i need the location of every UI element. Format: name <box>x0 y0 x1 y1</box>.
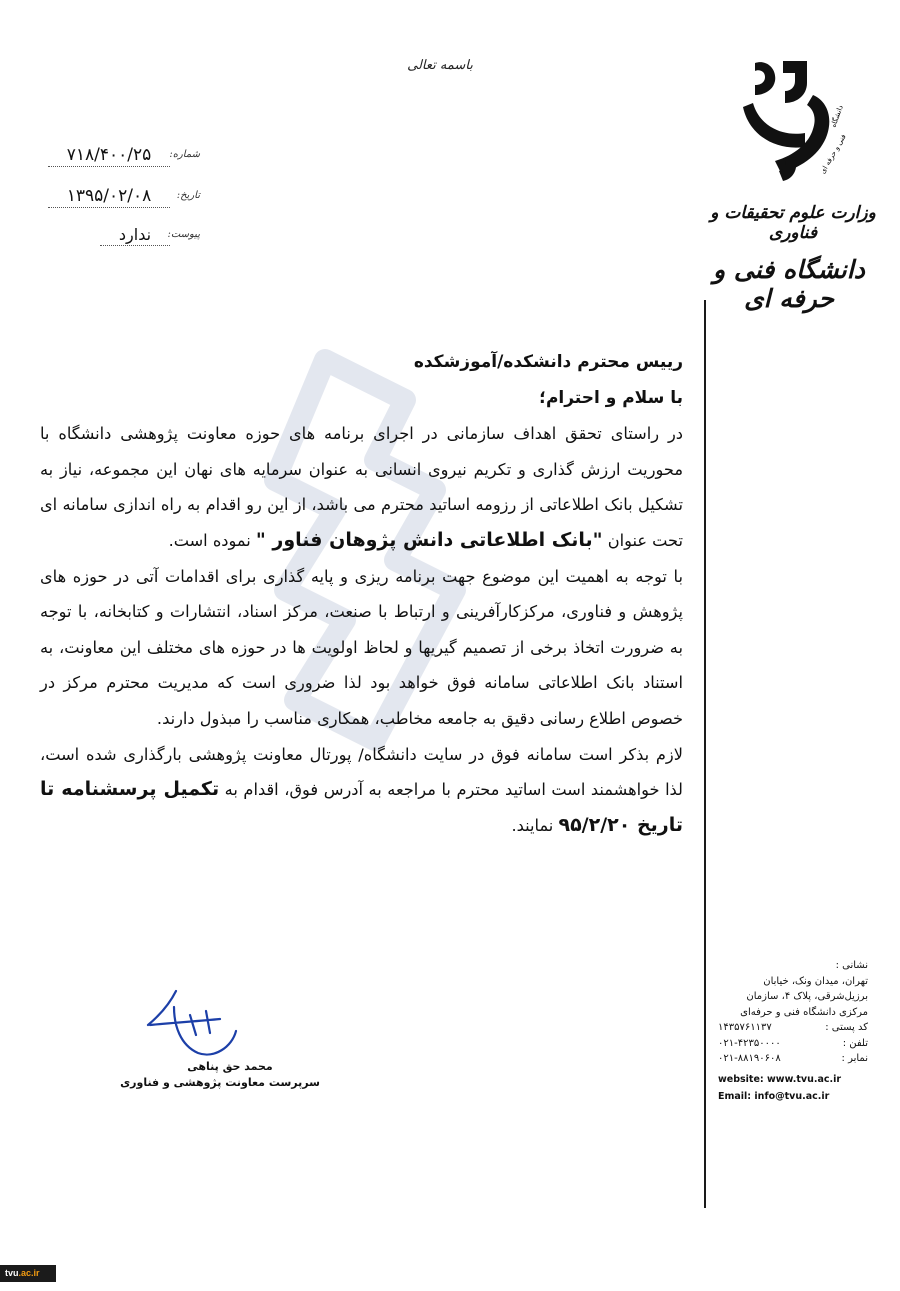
logo-caption-2: فنی و حرفه ای <box>818 132 848 176</box>
letter-date-field <box>40 186 200 208</box>
postal-code-row <box>718 1020 868 1036</box>
letter-number-value: ۷۱۸/۴۰۰/۲۵ <box>48 145 170 167</box>
letter-number-field <box>40 145 200 167</box>
address-label: نشانی : <box>835 960 868 971</box>
system-name: "بانک اطلاعاتی دانش پژوهان فناور " <box>255 528 603 551</box>
address-line-3: مرکزی دانشگاه فنی و حرفه‌ای <box>740 1006 868 1018</box>
fax-label: نمابر : <box>841 1053 868 1064</box>
attachment-label: پیوست: <box>167 229 200 240</box>
tvu-site-badge[interactable] <box>0 1265 56 1282</box>
letter-number-label: شماره: <box>169 149 200 160</box>
paragraph-3 <box>40 737 683 844</box>
letter-date-label: تاریخ: <box>176 190 200 201</box>
ministry-name: وزارت علوم تحقیقات و فناوری <box>710 203 876 243</box>
vertical-divider <box>704 300 706 1208</box>
signatory-title: سرپرست معاونت پژوهشی و فناوری <box>120 1076 320 1089</box>
address-line-2: برزیل‌شرقی، پلاک ۴، سازمان <box>746 991 868 1002</box>
fax-row <box>718 1051 868 1067</box>
attachment-value: ندارد <box>100 225 170 246</box>
deadline-text: تکمیل پرسشنامه تا تاریخ ۹۵/۲/۲۰ <box>40 778 683 836</box>
paragraph-1-text-b: نموده است. <box>168 530 256 550</box>
logo-caption-1: دانشگاه <box>829 104 845 129</box>
university-name: دانشگاه فنی و حرفه ای <box>713 255 865 313</box>
letter-date-value: ۱۳۹۵/۰۲/۰۸ <box>48 186 170 208</box>
university-logo-icon <box>735 55 855 185</box>
email-link[interactable]: Email: info@tvu.ac.ir <box>718 1090 830 1102</box>
paragraph-1 <box>40 416 683 558</box>
paragraph-1-text-a: در راستای تحقق اهداف سازمانی در اجرای برنامه های حوزه معاونت پژوهشی دانشگاه با محوریت ارزش گذاری و تکریم نیروی انسانی به عنوان سرمایه های نهان این مجموعه، نیاز به تشکیل بانک اطلاعاتی از رزومه اساتید محترم می باشد، از این رو اقدام به راه اندازی سامانه ای تحت عنوان <box>40 424 683 550</box>
postal-code-label: کد پستی : <box>825 1022 868 1033</box>
signatory-name: محمد حق پناهی <box>187 1060 273 1073</box>
contact-block <box>718 958 868 1105</box>
phone-value: ۰۲۱-۴۲۳۵۰۰۰۰ <box>718 1037 781 1049</box>
postal-code-value: ۱۴۳۵۷۶۱۱۳۷ <box>718 1022 772 1033</box>
letter-body <box>40 345 683 843</box>
recipient-line: رییس محترم دانشکده/آموزشکده <box>413 352 683 372</box>
address-line-1: تهران، میدان ونک، خیابان <box>763 975 868 987</box>
fax-value: ۰۲۱-۸۸۱۹۰۶۰۸ <box>718 1053 781 1064</box>
phone-row <box>718 1036 868 1052</box>
paragraph-2: با توجه به اهمیت این موضوع جهت برنامه ریزی و پایه گذاری برای اقدامات آتی در حوزه های پژوهش و فناوری، مرکزکارآفرینی و ارتباط با صنعت، مرکز اسناد، انتشارات و کتابخانه، با توجه به ضرورت اتخاذ برخی از تصمیم گیریها و لحاظ اولویت ها در حوزه های مختلف این معاونت، به استناد بانک اطلاعاتی سامانه فوق خواهد بود لذا ضروری است که مدیریت محترم مرکز در خصوص اطلاع رسانی دقیق به جامعه مخاطب، همکاری مناسب را مبذول دارند. <box>40 566 683 728</box>
attachment-field <box>40 225 200 247</box>
website-link[interactable]: website: www.tvu.ac.ir <box>718 1073 842 1085</box>
basmala-heading: باسمه تعالی <box>407 58 473 73</box>
handwritten-signature-icon <box>140 985 250 1060</box>
paragraph-3-text-a: لازم بذکر است سامانه فوق در سایت دانشگاه/ پورتال معاونت پژوهشی بارگذاری شده است، لذا خواهشمند است اساتید محترم با مراجعه به آدرس فوق، اقدام به <box>40 744 683 800</box>
greeting-line: با سلام و احترام؛ <box>539 387 683 408</box>
badge-prefix: tvu <box>5 1268 19 1278</box>
phone-label: تلفن : <box>842 1037 868 1049</box>
paragraph-3-text-b: نمایند. <box>511 815 559 835</box>
badge-suffix: .ac.ir <box>18 1268 40 1278</box>
